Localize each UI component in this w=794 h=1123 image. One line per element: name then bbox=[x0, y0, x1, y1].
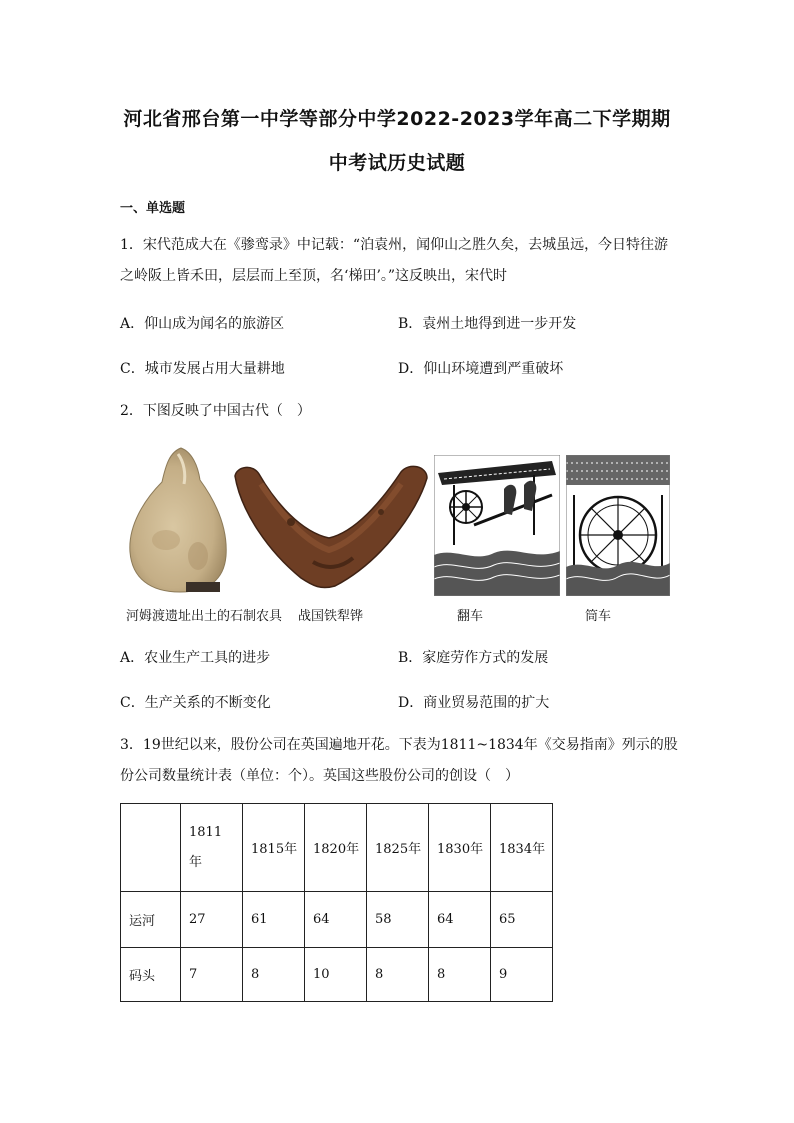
table-cell: 65 bbox=[491, 892, 553, 948]
q1-option-c: C．城市发展占用大量耕地 bbox=[120, 361, 285, 377]
table-cell: 61 bbox=[243, 892, 305, 948]
table-cell: 8 bbox=[243, 948, 305, 1002]
caption-tongche: 筒车 bbox=[585, 609, 612, 624]
table-header-cell: 1834年 bbox=[491, 804, 553, 892]
company-stats-table bbox=[120, 803, 553, 1002]
table-cell: 7 bbox=[181, 948, 243, 1002]
fanche-woodcut-image bbox=[434, 455, 560, 596]
q1-option-d: D．仰山环境遭到严重破坏 bbox=[398, 361, 564, 377]
table-cell: 64 bbox=[429, 892, 491, 948]
table-header-cell: 1830年 bbox=[429, 804, 491, 892]
section-heading: 一、单选题 bbox=[120, 201, 186, 216]
q2-option-d: D．商业贸易范围的扩大 bbox=[398, 695, 550, 711]
table-cell: 8 bbox=[429, 948, 491, 1002]
q2-option-a: A．农业生产工具的进步 bbox=[120, 650, 271, 666]
caption-ploughshare: 战国铁犁铧 bbox=[298, 609, 364, 624]
table-cell: 64 bbox=[305, 892, 367, 948]
table-cell: 27 bbox=[181, 892, 243, 948]
caption-fanche: 翻车 bbox=[457, 609, 484, 624]
q1-stem-line1: 1．宋代范成大在《骖鸾录》中记载：“泊袁州，闻仰山之胜久矣，去城虽远，今日特往游 bbox=[120, 237, 669, 253]
table-header-row bbox=[121, 804, 553, 892]
table-header-cell: 1825年 bbox=[367, 804, 429, 892]
table-row bbox=[121, 892, 553, 948]
table-header-cell: 1820年 bbox=[305, 804, 367, 892]
q1-stem-line2: 之岭阪上皆禾田，层层而上至顶，名‘梯田’。”这反映出，宋代时 bbox=[120, 268, 508, 284]
table-header-year-1811: 1811年 bbox=[189, 824, 223, 870]
doc-title-line1: 河北省邢台第一中学等部分中学2022-2023学年高二下学期期 bbox=[123, 108, 671, 130]
q1-option-a: A．仰山成为闻名的旅游区 bbox=[120, 316, 285, 332]
doc-title-line2: 中考试历史试题 bbox=[328, 152, 466, 174]
q3-stem-line1: 3．19世纪以来，股份公司在英国遍地开花。下表为1811~1834年《交易指南》列示的股 bbox=[120, 737, 678, 753]
table-cell: 9 bbox=[491, 948, 553, 1002]
iron-ploughshare-image bbox=[231, 462, 430, 592]
table-header-cell bbox=[181, 804, 243, 892]
table-cell: 8 bbox=[367, 948, 429, 1002]
table-cell: 58 bbox=[367, 892, 429, 948]
table-cell: 码头 bbox=[121, 948, 181, 1002]
q1-option-b: B．袁州土地得到进一步开发 bbox=[398, 316, 577, 332]
q3-stem-line2: 份公司数量统计表（单位：个）。英国这些股份公司的创设（ ） bbox=[120, 768, 519, 784]
q2-option-b: B．家庭劳作方式的发展 bbox=[398, 650, 549, 666]
tongche-woodcut-image bbox=[566, 455, 670, 596]
table-cell: 10 bbox=[305, 948, 367, 1002]
stone-tool-image bbox=[126, 444, 230, 596]
caption-stone-tool: 河姆渡遗址出土的石制农具 bbox=[126, 609, 283, 624]
table-cell: 运河 bbox=[121, 892, 181, 948]
q2-stem: 2．下图反映了中国古代（ ） bbox=[120, 403, 311, 419]
q2-option-c: C．生产关系的不断变化 bbox=[120, 695, 271, 711]
table-header-cell bbox=[121, 804, 181, 892]
table-header-cell: 1815年 bbox=[243, 804, 305, 892]
table-row bbox=[121, 948, 553, 1002]
